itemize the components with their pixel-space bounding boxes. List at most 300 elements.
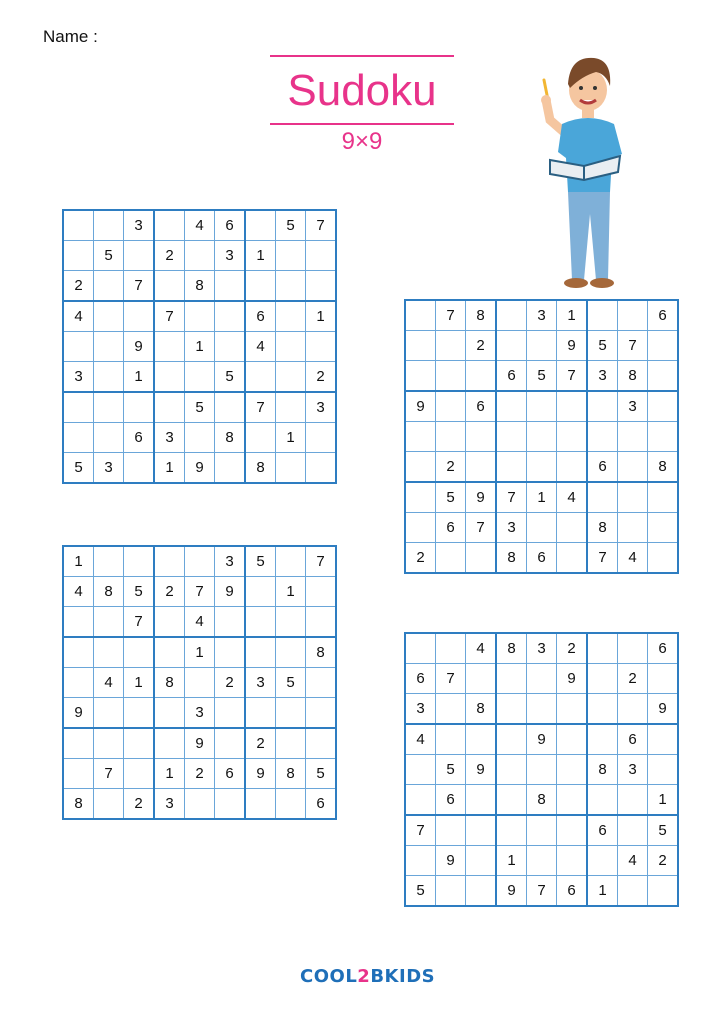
grid-cell xyxy=(94,362,124,393)
grid-cell xyxy=(124,759,155,789)
grid-cell xyxy=(587,422,618,452)
grid-cell xyxy=(154,637,185,668)
grid-cell: 3 xyxy=(154,423,185,453)
grid-cell xyxy=(466,422,497,452)
grid-cell xyxy=(618,876,648,907)
grid-cell xyxy=(436,543,466,574)
grid-cell: 8 xyxy=(496,543,527,574)
grid-cell: 7 xyxy=(557,361,588,392)
grid-cell xyxy=(63,392,94,423)
grid-cell: 3 xyxy=(124,210,155,241)
grid-cell xyxy=(276,607,306,638)
grid-cell: 6 xyxy=(527,543,557,574)
grid-cell xyxy=(466,361,497,392)
grid-cell xyxy=(405,846,436,876)
grid-cell: 6 xyxy=(587,815,618,846)
grid-cell: 7 xyxy=(124,607,155,638)
grid-cell xyxy=(405,361,436,392)
grid-cell xyxy=(215,332,246,362)
grid-cell xyxy=(154,698,185,729)
grid-cell xyxy=(306,423,337,453)
grid-cell: 6 xyxy=(436,513,466,543)
grid-cell xyxy=(436,331,466,361)
grid-cell xyxy=(648,724,679,755)
grid-cell: 8 xyxy=(94,577,124,607)
grid-cell: 5 xyxy=(527,361,557,392)
grid-cell xyxy=(405,785,436,816)
grid-cell xyxy=(496,815,527,846)
grid-cell xyxy=(618,633,648,664)
grid-cell: 2 xyxy=(306,362,337,393)
grid-cell xyxy=(276,637,306,668)
grid-cell xyxy=(496,724,527,755)
grid-cell: 3 xyxy=(618,755,648,785)
grid-cell xyxy=(63,668,94,698)
grid-cell: 1 xyxy=(154,759,185,789)
grid-cell: 2 xyxy=(557,633,588,664)
grid-cell xyxy=(63,728,94,759)
grid-cell xyxy=(63,607,94,638)
grid-cell: 7 xyxy=(436,300,466,331)
grid-cell: 9 xyxy=(648,694,679,725)
grid-cell xyxy=(276,301,306,332)
grid-cell xyxy=(466,664,497,694)
grid-cell xyxy=(94,698,124,729)
grid-cell: 3 xyxy=(63,362,94,393)
grid-row xyxy=(63,698,336,729)
grid-cell xyxy=(527,331,557,361)
grid-cell: 7 xyxy=(124,271,155,302)
grid-cell: 1 xyxy=(496,846,527,876)
grid-cell: 2 xyxy=(124,789,155,820)
grid-cell xyxy=(245,362,276,393)
grid-row xyxy=(63,423,336,453)
grid-cell xyxy=(557,422,588,452)
grid-cell: 3 xyxy=(496,513,527,543)
grid-cell xyxy=(245,607,276,638)
grid-cell: 6 xyxy=(405,664,436,694)
grid-cell: 1 xyxy=(276,423,306,453)
grid-cell xyxy=(405,633,436,664)
grid-cell xyxy=(648,755,679,785)
grid-cell xyxy=(587,785,618,816)
grid-cell xyxy=(405,755,436,785)
grid-cell: 7 xyxy=(154,301,185,332)
grid-cell xyxy=(648,482,679,513)
grid-cell xyxy=(436,694,466,725)
grid-cell xyxy=(185,301,215,332)
grid-cell: 3 xyxy=(245,668,276,698)
grid-cell xyxy=(466,785,497,816)
grid-cell xyxy=(94,728,124,759)
grid-cell xyxy=(527,694,557,725)
grid-cell xyxy=(154,271,185,302)
grid-cell: 3 xyxy=(587,361,618,392)
grid-cell xyxy=(245,577,276,607)
grid-cell: 3 xyxy=(185,698,215,729)
grid-cell xyxy=(496,785,527,816)
grid-cell: 6 xyxy=(245,301,276,332)
grid-row xyxy=(405,846,678,876)
grid-cell: 8 xyxy=(245,453,276,484)
grid-cell xyxy=(405,452,436,483)
grid-row xyxy=(63,607,336,638)
grid-cell: 9 xyxy=(215,577,246,607)
grid-cell xyxy=(557,724,588,755)
cool2bkids-logo: COOL2BKIDS xyxy=(300,966,436,987)
grid-cell xyxy=(185,789,215,820)
grid-cell xyxy=(154,332,185,362)
grid-cell: 7 xyxy=(245,392,276,423)
grid-cell: 6 xyxy=(648,633,679,664)
grid-cell: 8 xyxy=(185,271,215,302)
grid-cell xyxy=(124,301,155,332)
grid-cell: 8 xyxy=(215,423,246,453)
grid-cell: 4 xyxy=(63,577,94,607)
grid-cell xyxy=(63,637,94,668)
grid-cell xyxy=(405,422,436,452)
grid-cell xyxy=(557,513,588,543)
grid-cell xyxy=(94,423,124,453)
grid-row xyxy=(405,391,678,422)
grid-cell xyxy=(245,210,276,241)
grid-cell xyxy=(618,694,648,725)
grid-cell: 5 xyxy=(215,362,246,393)
grid-cell xyxy=(527,422,557,452)
grid-cell xyxy=(436,724,466,755)
grid-cell: 4 xyxy=(94,668,124,698)
grid-cell: 2 xyxy=(63,271,94,302)
grid-cell: 1 xyxy=(154,453,185,484)
grid-cell: 6 xyxy=(557,876,588,907)
grid-row xyxy=(63,271,336,302)
grid-cell xyxy=(587,694,618,725)
grid-cell: 4 xyxy=(63,301,94,332)
grid-cell xyxy=(557,543,588,574)
grid-cell: 1 xyxy=(557,300,588,331)
boy-with-book-icon xyxy=(528,42,638,292)
grid-row xyxy=(63,759,336,789)
grid-cell xyxy=(618,785,648,816)
grid-cell: 6 xyxy=(618,724,648,755)
grid-cell xyxy=(185,241,215,271)
grid-cell: 5 xyxy=(436,482,466,513)
grid-cell xyxy=(306,271,337,302)
grid-cell: 7 xyxy=(527,876,557,907)
grid-cell xyxy=(94,332,124,362)
grid-cell: 5 xyxy=(185,392,215,423)
grid-row xyxy=(405,633,678,664)
grid-cell: 1 xyxy=(185,637,215,668)
grid-cell xyxy=(557,391,588,422)
grid-cell xyxy=(215,698,246,729)
grid-cell xyxy=(466,815,497,846)
grid-cell xyxy=(94,301,124,332)
grid-cell xyxy=(124,637,155,668)
grid-cell xyxy=(405,300,436,331)
grid-cell xyxy=(527,391,557,422)
grid-cell xyxy=(185,362,215,393)
grid-row xyxy=(405,482,678,513)
grid-cell xyxy=(557,452,588,483)
grid-cell: 8 xyxy=(466,300,497,331)
grid-cell: 8 xyxy=(587,513,618,543)
grid-row xyxy=(405,755,678,785)
grid-cell: 3 xyxy=(154,789,185,820)
grid-cell: 8 xyxy=(154,668,185,698)
grid-row xyxy=(405,361,678,392)
grid-cell xyxy=(496,391,527,422)
grid-cell: 2 xyxy=(648,846,679,876)
grid-row xyxy=(405,300,678,331)
grid-cell xyxy=(63,210,94,241)
grid-row xyxy=(63,301,336,332)
grid-cell xyxy=(306,241,337,271)
grid-cell xyxy=(185,668,215,698)
page-subtitle: 9×9 xyxy=(341,128,383,155)
grid-cell xyxy=(306,607,337,638)
grid-cell xyxy=(618,452,648,483)
grid-cell: 1 xyxy=(306,301,337,332)
grid-cell xyxy=(94,210,124,241)
grid-cell xyxy=(215,453,246,484)
grid-cell: 3 xyxy=(94,453,124,484)
grid-cell: 5 xyxy=(63,453,94,484)
sudoku-grid-2 xyxy=(404,299,679,574)
grid-row xyxy=(405,452,678,483)
grid-cell: 4 xyxy=(618,543,648,574)
grid-cell xyxy=(63,332,94,362)
grid-cell xyxy=(245,423,276,453)
grid-cell: 6 xyxy=(124,423,155,453)
grid-cell xyxy=(466,846,497,876)
grid-cell: 8 xyxy=(63,789,94,820)
grid-cell xyxy=(63,423,94,453)
grid-cell xyxy=(436,633,466,664)
grid-cell: 5 xyxy=(94,241,124,271)
grid-cell: 3 xyxy=(215,546,246,577)
grid-row xyxy=(405,876,678,907)
grid-cell: 8 xyxy=(618,361,648,392)
grid-row xyxy=(405,815,678,846)
grid-row xyxy=(405,785,678,816)
grid-cell: 4 xyxy=(466,633,497,664)
grid-cell: 6 xyxy=(436,785,466,816)
page-title: Sudoku xyxy=(287,66,437,115)
grid-cell: 9 xyxy=(405,391,436,422)
grid-cell xyxy=(215,637,246,668)
grid-cell xyxy=(276,789,306,820)
grid-cell xyxy=(124,392,155,423)
grid-cell xyxy=(306,728,337,759)
grid-cell xyxy=(276,392,306,423)
grid-cell xyxy=(63,241,94,271)
grid-cell xyxy=(557,785,588,816)
sudoku-grid-4 xyxy=(404,632,679,907)
grid-cell: 7 xyxy=(618,331,648,361)
grid-row xyxy=(405,694,678,725)
grid-cell xyxy=(124,241,155,271)
grid-cell: 4 xyxy=(185,210,215,241)
grid-cell xyxy=(405,513,436,543)
grid-cell: 1 xyxy=(63,546,94,577)
grid-row xyxy=(63,210,336,241)
grid-cell xyxy=(94,546,124,577)
grid-cell: 6 xyxy=(496,361,527,392)
grid-cell: 9 xyxy=(557,331,588,361)
grid-cell xyxy=(124,728,155,759)
grid-cell xyxy=(154,607,185,638)
grid-cell: 2 xyxy=(405,543,436,574)
grid-cell: 6 xyxy=(215,759,246,789)
grid-cell xyxy=(436,815,466,846)
grid-cell xyxy=(587,724,618,755)
grid-cell: 2 xyxy=(154,577,185,607)
name-label: Name : xyxy=(43,27,98,46)
grid-cell: 9 xyxy=(557,664,588,694)
grid-cell xyxy=(496,300,527,331)
grid-cell xyxy=(245,698,276,729)
grid-row xyxy=(63,728,336,759)
grid-cell xyxy=(94,789,124,820)
grid-cell xyxy=(618,815,648,846)
grid-cell xyxy=(496,452,527,483)
grid-cell: 8 xyxy=(587,755,618,785)
grid-cell: 9 xyxy=(436,846,466,876)
grid-cell xyxy=(618,482,648,513)
grid-cell: 7 xyxy=(496,482,527,513)
grid-cell xyxy=(466,724,497,755)
grid-row xyxy=(405,422,678,452)
grid-cell xyxy=(436,391,466,422)
grid-cell: 7 xyxy=(94,759,124,789)
grid-cell: 5 xyxy=(306,759,337,789)
grid-cell: 2 xyxy=(436,452,466,483)
grid-cell: 5 xyxy=(276,668,306,698)
grid-cell xyxy=(154,210,185,241)
grid-cell: 7 xyxy=(306,546,337,577)
grid-cell: 3 xyxy=(527,300,557,331)
grid-cell xyxy=(557,694,588,725)
grid-cell xyxy=(276,332,306,362)
grid-row xyxy=(63,362,336,393)
grid-cell xyxy=(276,728,306,759)
grid-cell xyxy=(215,392,246,423)
grid-cell: 1 xyxy=(587,876,618,907)
grid-cell: 4 xyxy=(245,332,276,362)
grid-cell xyxy=(215,607,246,638)
grid-cell xyxy=(648,391,679,422)
grid-cell: 9 xyxy=(63,698,94,729)
grid-cell: 1 xyxy=(527,482,557,513)
grid-cell xyxy=(648,543,679,574)
grid-cell: 5 xyxy=(124,577,155,607)
grid-cell: 1 xyxy=(245,241,276,271)
grid-cell xyxy=(466,543,497,574)
grid-cell xyxy=(587,482,618,513)
grid-cell: 6 xyxy=(466,391,497,422)
grid-cell xyxy=(648,664,679,694)
grid-cell xyxy=(154,362,185,393)
grid-cell xyxy=(466,876,497,907)
grid-cell: 1 xyxy=(124,668,155,698)
grid-cell xyxy=(215,789,246,820)
grid-cell: 6 xyxy=(215,210,246,241)
grid-cell: 6 xyxy=(306,789,337,820)
grid-cell xyxy=(527,815,557,846)
grid-cell: 7 xyxy=(466,513,497,543)
grid-cell xyxy=(215,301,246,332)
grid-cell xyxy=(276,362,306,393)
grid-cell: 8 xyxy=(527,785,557,816)
grid-cell xyxy=(496,422,527,452)
grid-cell: 4 xyxy=(405,724,436,755)
grid-cell: 2 xyxy=(618,664,648,694)
grid-cell: 1 xyxy=(276,577,306,607)
grid-cell: 9 xyxy=(124,332,155,362)
grid-cell xyxy=(306,332,337,362)
grid-row xyxy=(405,543,678,574)
grid-cell xyxy=(94,271,124,302)
grid-cell xyxy=(276,241,306,271)
grid-cell xyxy=(557,846,588,876)
grid-cell: 9 xyxy=(245,759,276,789)
grid-cell xyxy=(648,876,679,907)
grid-cell xyxy=(276,271,306,302)
grid-cell: 6 xyxy=(648,300,679,331)
grid-row xyxy=(63,789,336,820)
grid-cell xyxy=(245,637,276,668)
grid-cell xyxy=(587,633,618,664)
grid-cell: 8 xyxy=(496,633,527,664)
grid-cell xyxy=(405,331,436,361)
grid-cell xyxy=(215,728,246,759)
grid-cell: 3 xyxy=(215,241,246,271)
grid-cell: 3 xyxy=(306,392,337,423)
grid-cell xyxy=(496,664,527,694)
grid-cell xyxy=(648,513,679,543)
grid-cell: 9 xyxy=(466,482,497,513)
grid-row xyxy=(405,724,678,755)
grid-row xyxy=(63,453,336,484)
title-top-rule xyxy=(270,55,454,57)
grid-cell: 3 xyxy=(527,633,557,664)
grid-cell xyxy=(587,300,618,331)
grid-cell xyxy=(405,482,436,513)
grid-cell xyxy=(466,452,497,483)
grid-cell: 3 xyxy=(405,694,436,725)
grid-row xyxy=(63,392,336,423)
grid-cell xyxy=(527,755,557,785)
grid-cell xyxy=(618,422,648,452)
grid-cell xyxy=(648,361,679,392)
sudoku-grid-1 xyxy=(62,209,337,484)
grid-cell: 7 xyxy=(306,210,337,241)
grid-cell: 5 xyxy=(648,815,679,846)
grid-cell xyxy=(63,759,94,789)
grid-cell xyxy=(306,698,337,729)
grid-cell: 9 xyxy=(466,755,497,785)
grid-cell xyxy=(276,698,306,729)
grid-cell: 5 xyxy=(276,210,306,241)
grid-cell: 9 xyxy=(185,728,215,759)
grid-cell xyxy=(496,694,527,725)
grid-cell xyxy=(587,391,618,422)
grid-cell xyxy=(648,331,679,361)
grid-cell: 7 xyxy=(405,815,436,846)
grid-cell xyxy=(185,423,215,453)
grid-row xyxy=(63,637,336,668)
